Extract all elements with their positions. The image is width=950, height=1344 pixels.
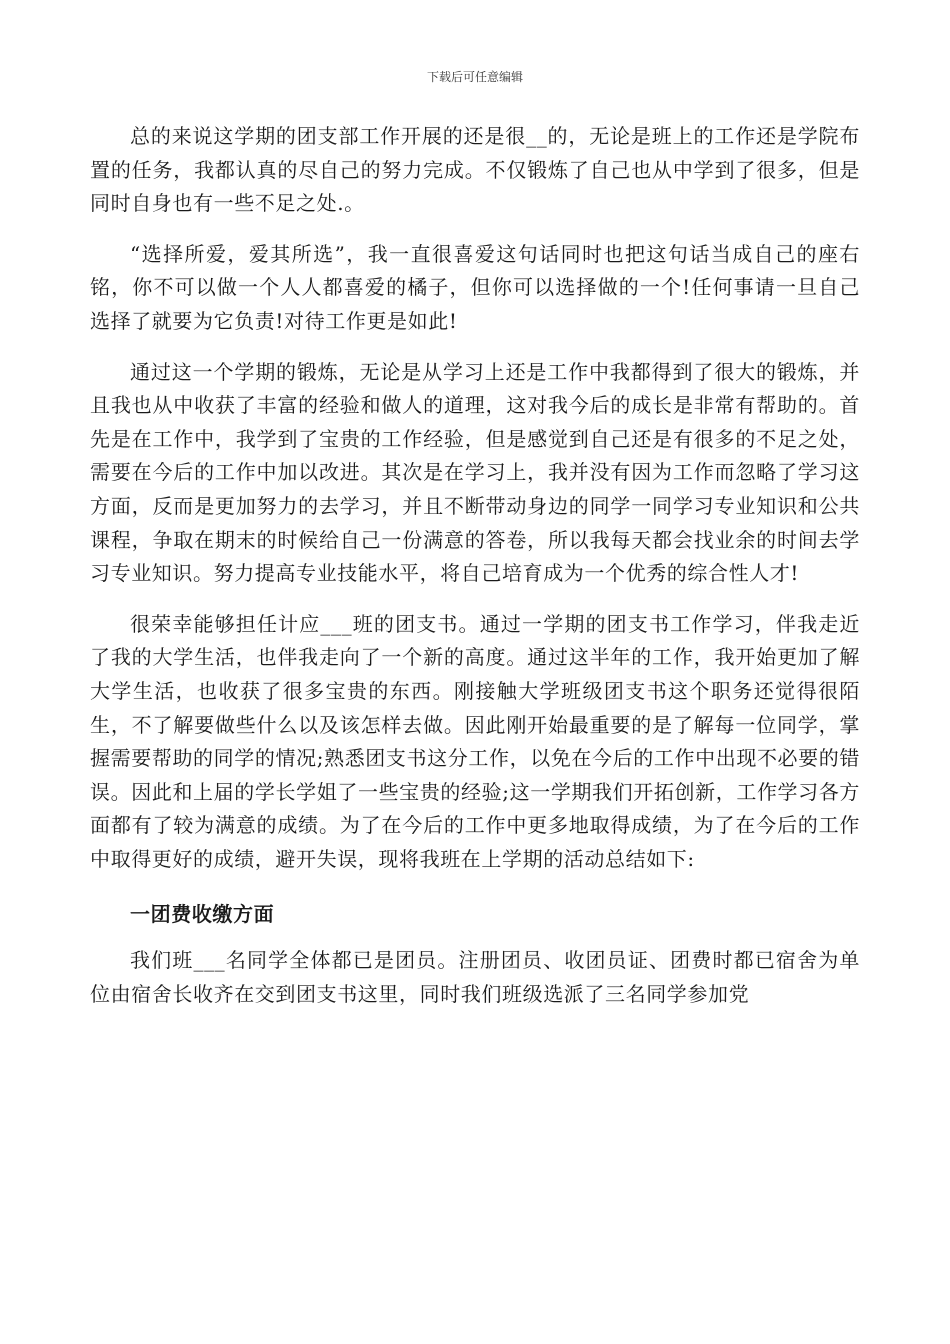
paragraph-semester-growth: 通过这一个学期的锻炼，无论是从学习上还是工作中我都得到了很大的锻炼，并且我也从中收获了丰富的经验和做人的道理，这对我今后的成长是非常有帮助的。首先是在工作中，我学到了宝贵的工作经验，但是感觉到自己还是有很多的不足之处，需要在今后的工作中加以改进。其次是在学习上，我并没有因为工作而忽略了学习这方面，反而是更加努力的去学习，并且不断带动身边的同学一同学习专业知识和公共课程，争取在期末的时候给自己一份满意的答卷，所以我每天都会找业余的时间去学习专业知识。努力提高专业技能水平，将自己培育成为一个优秀的综合性人才! <box>90 359 860 586</box>
page-header-note: 下载后可任意编辑 <box>426 70 523 84</box>
paragraph-fee-collection: 我们班___名同学全体都已是团员。注册团员、收团员证、团费时都已宿舍为单位由宿舍长收齐在交到团支书这里，同时我们班级选派了三名同学参加党 <box>90 948 860 1006</box>
paragraph-motto: “选择所爱，爱其所选”，我一直很喜爱这句话同时也把这句话当成自己的座右铭，你不可以做一个人人都喜爱的橘子，但你可以选择做的一个!任何事请一旦自己选择了就要为它负责!对待工作更是如此! <box>90 241 860 333</box>
paragraph-summary: 总的来说这学期的团支部工作开展的还是很__的，无论是班上的工作还是学院布置的任务，我都认真的尽自己的努力完成。不仅锻炼了自己也从中学到了很多，但是同时自身也有一些不足之处.。 <box>90 124 860 216</box>
section-heading: 一团费收缴方面 <box>130 902 275 927</box>
document-body <box>90 120 860 1011</box>
paragraph-league-secretary: 很荣幸能够担任计应___班的团支书。通过一学期的团支书工作学习，伴我走近了我的大学生活，也伴我走向了一个新的高度。通过这半年的工作，我开始更加了解大学生活，也收获了很多宝贵的东西。刚接触大学班级团支书这个职务还觉得很陌生，不了解要做些什么以及该怎样去做。因此刚开始最重要的是了解每一位同学，掌握需要帮助的同学的情况;熟悉团支书这分工作，以免在今后的工作中出现不必要的错误。因此和上届的学长学姐了一些宝贵的经验;这一学期我们开拓创新，工作学习各方面都有了较为满意的成绩。为了在今后的工作中更多地取得成绩，为了在今后的工作中取得更好的成绩，避开失误，现将我班在上学期的活动总结如下: <box>90 611 860 871</box>
